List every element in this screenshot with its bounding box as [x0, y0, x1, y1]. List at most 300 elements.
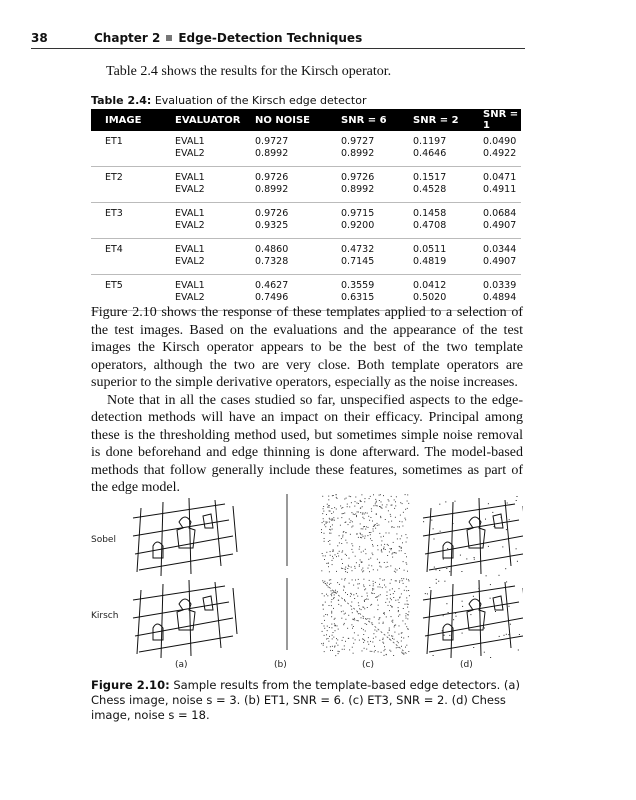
noise-dot — [427, 593, 428, 594]
noise-dot — [336, 571, 337, 572]
noise-dot — [344, 623, 345, 624]
noise-dot — [385, 519, 386, 520]
value-cell: 0.1517 — [413, 172, 447, 183]
noise-dot — [325, 583, 326, 584]
noise-dot — [362, 562, 363, 563]
noise-dot — [378, 549, 379, 550]
noise-dot — [347, 542, 348, 543]
page-number: 38 — [31, 31, 48, 45]
value-cell: 0.0339 — [483, 280, 517, 291]
noise-dot — [372, 642, 373, 643]
noise-dot — [358, 579, 359, 580]
noise-dot — [394, 639, 395, 640]
noise-dot — [338, 604, 339, 605]
noise-dot — [402, 620, 403, 621]
noise-dot — [329, 510, 330, 511]
noise-dot — [395, 505, 396, 506]
noise-dot — [391, 579, 392, 580]
noise-dot — [406, 542, 407, 543]
noise-dot — [345, 592, 346, 593]
noise-dot — [369, 498, 370, 499]
noise-dot — [330, 555, 331, 556]
noise-dot — [407, 628, 408, 629]
noise-dot — [363, 585, 364, 586]
noise-dot — [323, 609, 324, 610]
noise-dot — [321, 623, 322, 624]
noise-dot — [344, 513, 345, 514]
noise-dot — [361, 596, 362, 597]
noise-dot — [330, 650, 331, 651]
noise-dot — [343, 611, 344, 612]
noise-dot — [335, 554, 336, 555]
noise-dot — [361, 552, 362, 553]
chapter-heading — [94, 31, 362, 45]
noise-dot — [363, 570, 364, 571]
noise-dot — [329, 519, 330, 520]
noise-dot — [401, 548, 402, 549]
noise-dot — [327, 630, 328, 631]
noise-dot — [391, 496, 392, 497]
noise-dot — [373, 569, 374, 570]
noise-dot — [356, 562, 357, 563]
noise-dot — [360, 559, 361, 560]
noise-dot — [409, 595, 410, 596]
table-row — [91, 208, 521, 220]
noise-dot — [328, 587, 329, 588]
noise-dot — [372, 544, 373, 545]
header-image: IMAGE — [91, 109, 175, 131]
noise-dot — [324, 595, 325, 596]
noise-dot — [366, 624, 367, 625]
noise-dot — [389, 590, 390, 591]
noise-dot — [352, 521, 353, 522]
noise-dot — [323, 506, 324, 507]
noise-dot — [504, 635, 505, 636]
noise-dot — [338, 629, 339, 630]
noise-dot — [377, 596, 378, 597]
noise-dot — [396, 496, 397, 497]
value-cell: 0.4708 — [413, 220, 447, 231]
noise-dot — [343, 532, 344, 533]
noise-dot — [354, 619, 355, 620]
noise-dot — [368, 599, 369, 600]
noise-dot — [440, 531, 441, 532]
noise-dot — [390, 514, 391, 515]
noise-dot — [326, 552, 327, 553]
noise-dot — [365, 529, 366, 530]
noise-dot — [391, 505, 392, 506]
noise-dot — [433, 528, 434, 529]
noise-dot — [363, 526, 364, 527]
noise-dot — [349, 519, 350, 520]
noise-dot — [401, 641, 402, 642]
noise-dot — [364, 518, 365, 519]
noise-dot — [364, 589, 365, 590]
noise-dot — [344, 645, 345, 646]
noise-dot — [473, 596, 474, 597]
noise-dot — [356, 593, 357, 594]
noise-dot — [375, 582, 376, 583]
figure-panels — [91, 490, 523, 670]
noise-dot — [362, 568, 363, 569]
noise-dot — [368, 559, 369, 560]
noise-dot — [398, 599, 399, 600]
noise-dot — [399, 625, 400, 626]
value-cell: 0.4907 — [483, 256, 517, 267]
noise-dot — [363, 642, 364, 643]
noise-dot — [376, 514, 377, 515]
noise-dot — [403, 653, 404, 654]
noise-dot — [375, 597, 376, 598]
noise-dot — [324, 524, 325, 525]
noise-dot — [373, 633, 374, 634]
noise-dot — [406, 618, 407, 619]
noise-dot — [337, 498, 338, 499]
noise-dot — [361, 494, 362, 495]
noise-dot — [341, 605, 342, 606]
noise-dot — [372, 590, 373, 591]
noise-dot — [377, 525, 378, 526]
noise-dot — [506, 581, 507, 582]
noise-dot — [391, 621, 392, 622]
noise-dot — [490, 657, 491, 658]
noise-dot — [327, 507, 328, 508]
noise-dot — [341, 508, 342, 509]
noise-edge-map — [321, 578, 410, 656]
edge-line — [233, 506, 237, 552]
noise-dot — [321, 570, 322, 571]
noise-dot — [334, 647, 335, 648]
noise-dot — [363, 536, 364, 537]
noise-dot — [324, 581, 325, 582]
noise-dot — [370, 558, 371, 559]
noise-dot — [333, 512, 334, 513]
noise-dot — [395, 501, 396, 502]
noise-dot — [331, 513, 332, 514]
value-cell: 0.4732 — [341, 244, 375, 255]
noise-dot — [394, 591, 395, 592]
noise-dot — [383, 622, 384, 623]
noise-dot — [350, 522, 351, 523]
noise-dot — [407, 537, 408, 538]
noise-dot — [342, 507, 343, 508]
noise-dot — [350, 534, 351, 535]
noise-dot — [401, 633, 402, 634]
noise-dot — [460, 555, 461, 556]
noise-dot — [369, 565, 370, 566]
noise-dot — [379, 533, 380, 534]
value-cell: 0.9325 — [255, 220, 289, 231]
noise-dot — [345, 522, 346, 523]
noise-dot — [349, 496, 350, 497]
noise-dot — [358, 635, 359, 636]
noise-dot — [379, 495, 380, 496]
figure-caption-label: Figure 2.10: — [91, 678, 170, 692]
evaluator-cell: EVAL1 — [175, 280, 205, 291]
noise-dot — [348, 565, 349, 566]
noise-dot — [326, 634, 327, 635]
noise-dot — [353, 619, 354, 620]
noise-dot — [327, 583, 328, 584]
noise-dot — [403, 583, 404, 584]
noise-dot — [403, 608, 404, 609]
noise-dot — [391, 599, 392, 600]
noise-dot — [331, 601, 332, 602]
running-head — [31, 30, 525, 49]
noise-dot — [387, 544, 388, 545]
figure-caption-text: Sample results from the template-based edge detectors. (a) Chess image, noise s = 3. (b) ET1, SNR = 6. (c) ET3, SNR = 2. (d) Chess image, noise s = 18. — [91, 678, 520, 722]
noise-dot — [388, 605, 389, 606]
noise-dot — [332, 529, 333, 530]
chapter-label: Chapter 2 — [94, 31, 161, 45]
noise-dot — [370, 517, 371, 518]
noise-dot — [363, 629, 364, 630]
noise-dot — [355, 639, 356, 640]
noise-dot — [389, 630, 390, 631]
noise-dot — [373, 531, 374, 532]
noise-dot — [329, 580, 330, 581]
noise-dot — [364, 586, 365, 587]
noise-dot — [386, 616, 387, 617]
noise-dot — [365, 553, 366, 554]
noise-dot — [329, 627, 330, 628]
noise-dot — [391, 527, 392, 528]
noise-dot — [389, 602, 390, 603]
noise-dot — [372, 553, 373, 554]
noise-dot — [392, 620, 393, 621]
noise-dot — [330, 646, 331, 647]
noise-dot — [349, 506, 350, 507]
image-cell: ET3 — [105, 208, 123, 219]
noise-dot — [324, 620, 325, 621]
value-cell: 0.4911 — [483, 184, 517, 195]
noise-dot — [499, 575, 500, 576]
noise-dot — [438, 533, 439, 534]
noise-dot — [345, 578, 346, 579]
noise-dot — [368, 637, 369, 638]
noise-dot — [331, 611, 332, 612]
evaluator-cell: EVAL2 — [175, 292, 205, 303]
noise-dot — [324, 651, 325, 652]
noise-dot — [358, 588, 359, 589]
noise-dot — [360, 533, 361, 534]
noise-dot — [434, 567, 435, 568]
noise-dot — [325, 555, 326, 556]
value-cell: 0.4922 — [483, 148, 517, 159]
table-row — [91, 280, 521, 292]
value-cell: 0.0344 — [483, 244, 517, 255]
noise-dot — [362, 607, 363, 608]
noise-dot — [353, 653, 354, 654]
noise-dot — [336, 643, 337, 644]
noise-dot — [345, 641, 346, 642]
noise-dot — [345, 554, 346, 555]
noise-dot — [350, 520, 351, 521]
noise-dot — [352, 612, 353, 613]
noise-dot — [386, 504, 387, 505]
noise-dot — [361, 561, 362, 562]
noise-dot — [392, 636, 393, 637]
noise-dot — [339, 542, 340, 543]
noise-dot — [378, 525, 379, 526]
noise-dot — [448, 612, 449, 613]
noise-dot — [393, 597, 394, 598]
noise-dot — [495, 611, 496, 612]
noise-dot — [329, 533, 330, 534]
noise-dot — [367, 535, 368, 536]
noise-dot — [326, 563, 327, 564]
noise-dot — [505, 568, 506, 569]
noise-dot — [384, 650, 385, 651]
noise-dot — [373, 546, 374, 547]
noise-dot — [484, 652, 485, 653]
noise-dot — [331, 605, 332, 606]
intro-sentence: Table 2.4 shows the results for the Kirsch operator. — [106, 64, 392, 79]
noise-dot — [369, 571, 370, 572]
noise-dot — [363, 551, 364, 552]
image-cell: ET5 — [105, 280, 123, 291]
noise-dot — [368, 568, 369, 569]
noise-dot — [361, 628, 362, 629]
noise-dot — [425, 593, 426, 594]
noise-dot — [331, 599, 332, 600]
noise-dot — [403, 512, 404, 513]
noise-dot — [355, 501, 356, 502]
value-cell: 0.3559 — [341, 280, 375, 291]
noise-dot — [484, 628, 485, 629]
noise-dot — [371, 651, 372, 652]
evaluator-cell: EVAL2 — [175, 148, 205, 159]
noise-dot — [442, 630, 443, 631]
noise-dot — [455, 613, 456, 614]
value-cell: 0.0471 — [483, 172, 517, 183]
noise-dot — [328, 638, 329, 639]
noise-dot — [394, 626, 395, 627]
noise-dot — [462, 606, 463, 607]
noise-dot — [326, 594, 327, 595]
noise-dot — [382, 639, 383, 640]
noise-dot — [390, 598, 391, 599]
evaluator-cell: EVAL2 — [175, 184, 205, 195]
noise-dot — [376, 502, 377, 503]
noise-dot — [322, 593, 323, 594]
noise-dot — [358, 605, 359, 606]
noise-dot — [455, 501, 456, 502]
noise-dot — [370, 496, 371, 497]
paragraph: Figure 2.10 shows the response of these templates applied to a selection of the test images. Based on the evaluations and the appearance of the test images the Kirsch operator appears to be the best of the two template operators, although the two are very close. Both template operators are superior to the simple derivative operators, especially as the noise increases. — [91, 305, 523, 390]
noise-dot — [369, 618, 370, 619]
noise-dot — [335, 625, 336, 626]
noise-dot — [334, 594, 335, 595]
noise-dot — [359, 640, 360, 641]
noise-dot — [402, 580, 403, 581]
noise-dot — [408, 590, 409, 591]
noise-dot — [399, 526, 400, 527]
noise-dot — [357, 596, 358, 597]
image-cell: ET4 — [105, 244, 123, 255]
noise-dot — [439, 570, 440, 571]
noise-dot — [344, 580, 345, 581]
value-cell: 0.8992 — [341, 184, 375, 195]
noise-dot — [380, 587, 381, 588]
noise-dot — [329, 636, 330, 637]
noise-dot — [334, 507, 335, 508]
noise-dot — [403, 654, 404, 655]
noise-dot — [337, 639, 338, 640]
noise-dot — [331, 520, 332, 521]
noise-dot — [327, 626, 328, 627]
noise-dot — [399, 582, 400, 583]
value-cell: 0.9726 — [255, 172, 289, 183]
noise-dot — [358, 537, 359, 538]
noise-dot — [446, 568, 447, 569]
value-cell: 0.0490 — [483, 136, 517, 147]
noise-dot — [407, 501, 408, 502]
noise-dot — [333, 517, 334, 518]
noise-dot — [386, 507, 387, 508]
table-row — [91, 136, 521, 148]
noise-dot — [357, 584, 358, 585]
noise-dot — [342, 550, 343, 551]
header-snr-2: SNR = 2 — [413, 109, 483, 131]
noise-dot — [360, 512, 361, 513]
noise-dot — [378, 619, 379, 620]
noise-dot — [341, 568, 342, 569]
noise-dot — [394, 632, 395, 633]
noise-dot — [354, 618, 355, 619]
noise-dot — [502, 546, 503, 547]
edge-line — [233, 588, 237, 634]
value-cell: 0.6315 — [341, 292, 375, 303]
noise-dot — [377, 545, 378, 546]
noise-dot — [353, 626, 354, 627]
noise-dot — [341, 517, 342, 518]
noise-dot — [360, 537, 361, 538]
noise-dot — [352, 647, 353, 648]
evaluator-cell: EVAL2 — [175, 256, 205, 267]
noise-dot — [466, 558, 467, 559]
noise-dot — [339, 584, 340, 585]
noise-dot — [398, 611, 399, 612]
noise-dot — [356, 515, 357, 516]
noise-dot — [331, 627, 332, 628]
noise-dot — [327, 522, 328, 523]
noise-dot — [407, 618, 408, 619]
value-cell: 0.0412 — [413, 280, 447, 291]
noise-dot — [328, 566, 329, 567]
noise-dot — [373, 581, 374, 582]
noise-dot — [396, 533, 397, 534]
noise-dot — [324, 628, 325, 629]
noise-dot — [370, 532, 371, 533]
noise-dot — [379, 584, 380, 585]
noise-dot — [462, 601, 463, 602]
noise-dot — [332, 564, 333, 565]
noise-dot — [384, 614, 385, 615]
noise-dot — [324, 559, 325, 560]
noise-dot — [395, 625, 396, 626]
noise-dot — [384, 612, 385, 613]
noise-dot — [347, 572, 348, 573]
row-label-kirsch: Kirsch — [91, 611, 119, 621]
noise-dot — [386, 654, 387, 655]
noise-dot — [325, 614, 326, 615]
table-caption-text: Evaluation of the Kirsch edge detector — [154, 94, 367, 107]
noise-dot — [344, 587, 345, 588]
noise-dot — [371, 511, 372, 512]
noise-dot — [329, 540, 330, 541]
noise-dot — [331, 612, 332, 613]
